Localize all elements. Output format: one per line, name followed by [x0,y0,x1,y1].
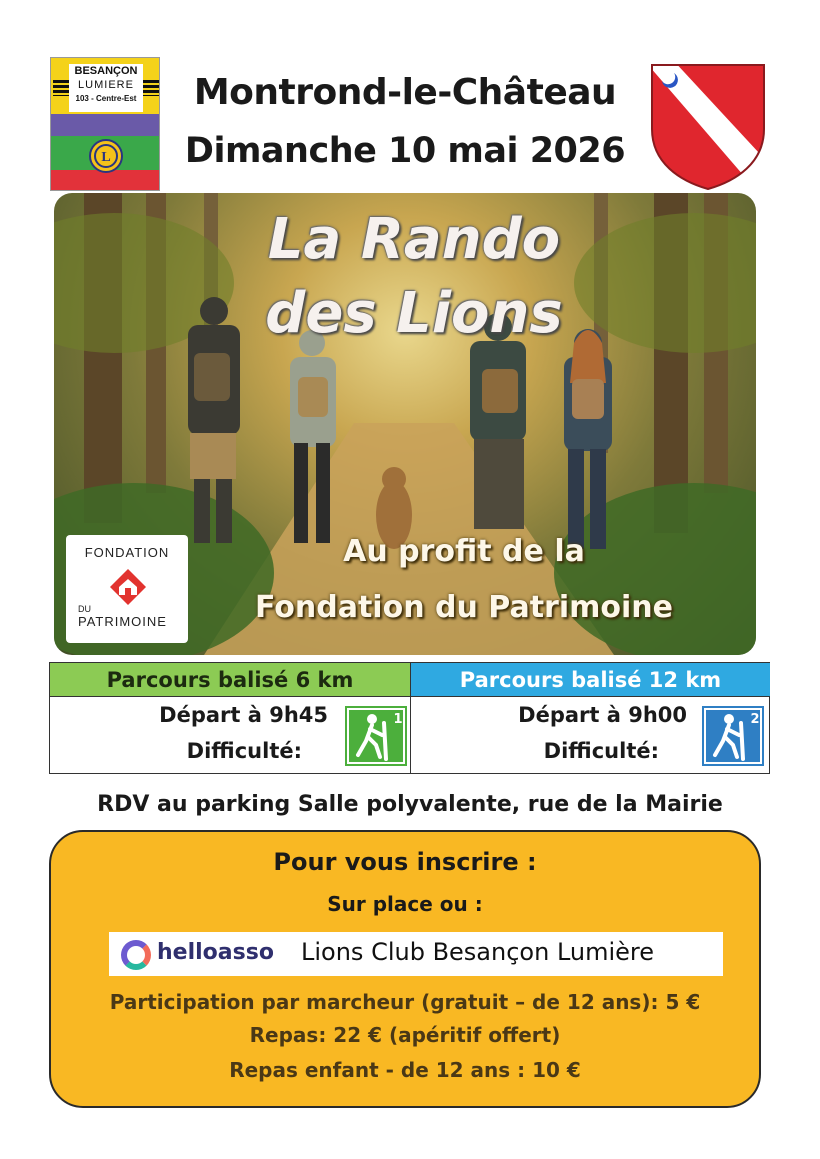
helloasso-logo-icon [121,940,151,970]
helloasso-brand: helloasso [157,940,274,965]
event-date: Dimanche 10 mai 2026 [184,131,626,171]
event-location: Montrond-le-Château [193,72,617,113]
registration-subheading: Sur place ou : [327,892,483,916]
route-6km-difficulty-label: Difficulté: [186,739,302,763]
registration-box [49,830,761,1108]
helloasso-club-name: Lions Club Besançon Lumière [301,938,655,966]
hero-title-line1: La Rando [267,207,561,272]
fondation-logo-small: DU [78,604,91,614]
meal-price: Repas: 22 € (apéritif offert) [249,1023,561,1047]
registration-heading: Pour vous inscrire : [273,848,537,876]
fondation-logo-top: FONDATION [84,545,170,560]
route-12km-departure: Départ à 9h00 [518,703,687,727]
hero-title-line2: des Lions [265,281,563,346]
meeting-point: RDV au parking Salle polyvalente, rue de la Mairie [97,792,723,817]
route-12km [410,663,770,773]
hero-subtitle-line1: Au profit de la [343,534,585,569]
lions-emblem-letter: L [101,150,111,165]
route-6km-heading: Parcours balisé 6 km [50,663,410,697]
helloasso-banner[interactable] [109,932,723,976]
route-6km [50,663,410,773]
club-logo-name: LUMIERE [78,79,134,91]
participation-price: Participation par marcheur (gratuit – de 12 ans): 5 € [109,990,701,1014]
lions-club-logo [50,57,160,191]
route-6km-departure: Départ à 9h45 [159,703,328,727]
hero-hiking-image [54,193,756,655]
fondation-patrimoine-logo [66,535,188,643]
club-logo-city: BESANÇON [74,65,138,77]
fondation-logo-bottom: PATRIMOINE [78,614,167,629]
route-12km-difficulty-label: Difficulté: [543,739,659,763]
difficulty-level: 1 [393,712,403,727]
hiker-difficulty-2-icon [699,703,767,769]
hero-subtitle-line2: Fondation du Patrimoine [255,590,673,625]
lions-emblem-icon [89,139,123,173]
routes-table [49,662,770,774]
route-12km-heading: Parcours balisé 12 km [411,663,770,697]
coat-of-arms-icon [650,63,766,191]
difficulty-level: 2 [750,712,760,727]
hiker-difficulty-1-icon [342,703,410,769]
club-logo-district: 103 - Centre-Est [75,94,137,103]
fondation-house-icon [108,567,148,607]
child-meal-price: Repas enfant - de 12 ans : 10 € [229,1058,581,1082]
